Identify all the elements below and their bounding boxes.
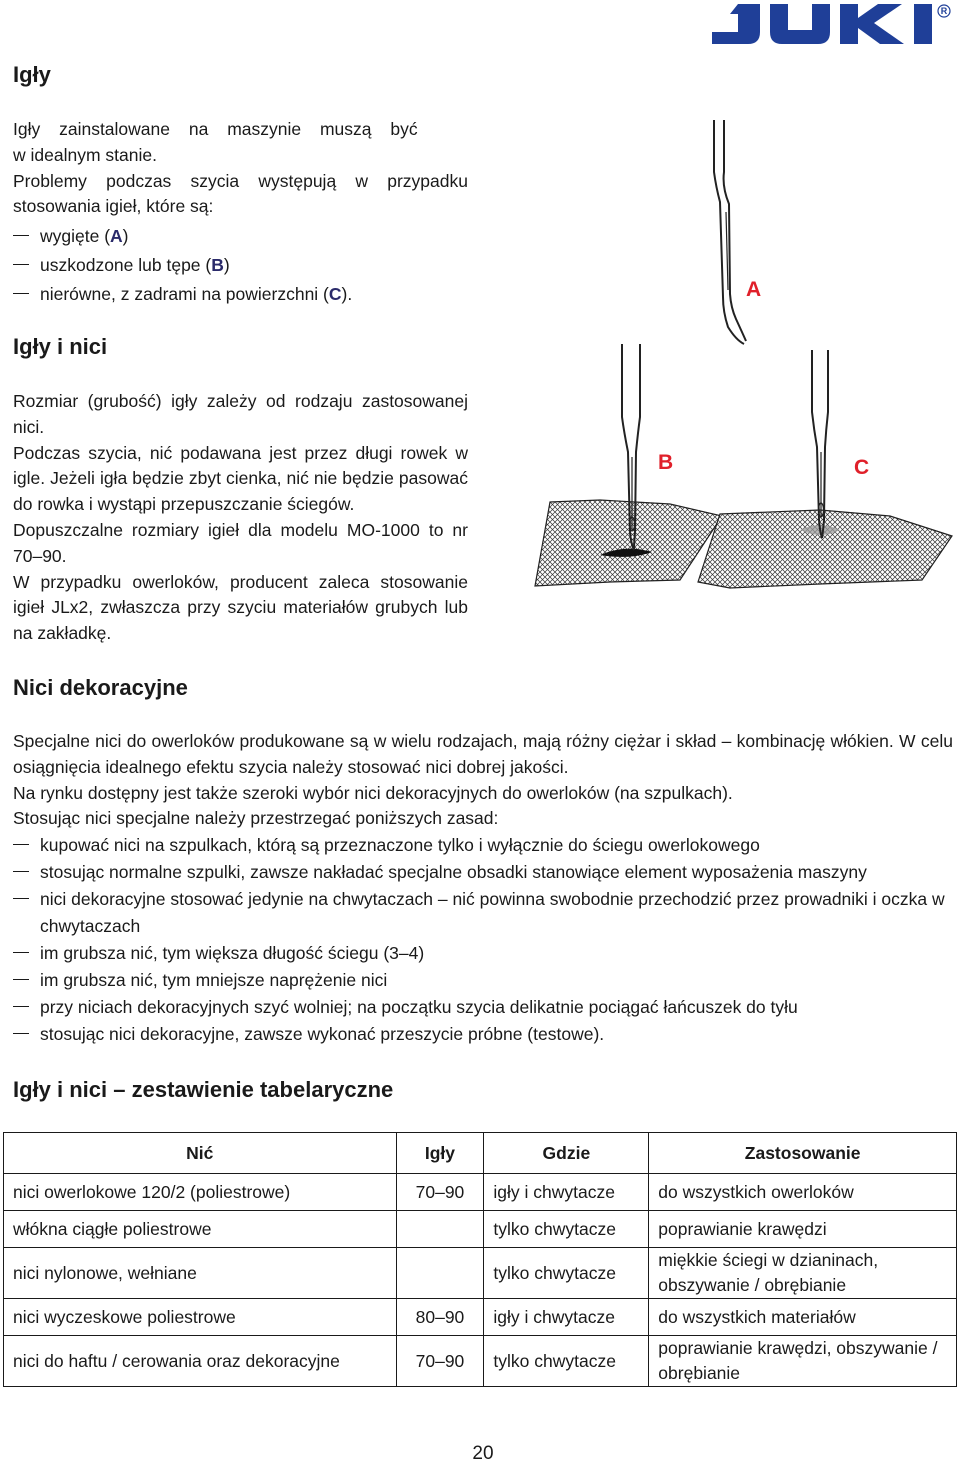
cell-needles (396, 1248, 484, 1299)
list-item: przy niciach dekoracyjnych szyć wolniej; na początku szycia delikatnie pociągać łańcuszek do tyłu (13, 994, 953, 1021)
list-item: im grubsza nić, tym mniejsze naprężenie nici (13, 967, 953, 994)
fabric-b-icon (535, 500, 722, 586)
cell-thread: nici do haftu / cerowania oraz dekoracyjne (4, 1336, 397, 1387)
fabric-c-icon (698, 510, 952, 588)
list-item: nierówne, z zadrami na powierzchni (C). (13, 281, 468, 307)
table-row (4, 1299, 957, 1336)
paragraph: Stosując nici specjalne należy przestrzegać poniższych zasad: (13, 808, 499, 829)
label-a: A (746, 278, 762, 301)
intro-text (13, 117, 468, 220)
needles-threads-table (3, 1132, 957, 1387)
paragraph: Na rynku dostępny jest także szeroki wybór nici dekoracyjnych do owerloków (na szpulkach). (13, 782, 733, 803)
problems-text: Problemy podczas szycia występują w przypadku stosowania igieł, które są: (13, 170, 468, 217)
cell-where: igły i chwytacze (484, 1299, 649, 1336)
juki-logo (708, 2, 956, 46)
cell-needles: 70–90 (396, 1336, 484, 1387)
needle-a-icon (714, 120, 746, 344)
intro-line-1: Igły zainstalowane na maszynie muszą być (13, 119, 418, 139)
table-row (4, 1248, 957, 1299)
list-item: wygięte (A) (13, 223, 468, 249)
table-row (4, 1174, 957, 1211)
table-header-row (4, 1133, 957, 1174)
section-title-igly: Igły (13, 62, 51, 87)
table-row (4, 1336, 957, 1387)
cell-where: igły i chwytacze (484, 1174, 649, 1211)
cell-where: tylko chwytacze (484, 1248, 649, 1299)
list-item: im grubsza nić, tym większa długość ściegu (3–4) (13, 940, 953, 967)
list-item: stosując normalne szpulki, zawsze nakładać specjalne obsadki stanowiące element wyposażenia maszyny (13, 859, 953, 886)
cell-usage: miękkie ściegi w dzianinach, obszywanie / obrębianie (649, 1248, 957, 1299)
table-row (4, 1211, 957, 1248)
cell-where: tylko chwytacze (484, 1336, 649, 1387)
needle-problems-list (13, 223, 468, 307)
cell-usage: do wszystkich materiałów (649, 1299, 957, 1336)
svg-text:R: R (940, 6, 948, 16)
section-title-table: Igły i nici – zestawienie tabelaryczne (13, 1077, 394, 1102)
page-number: 20 (472, 1443, 494, 1464)
list-item: kupować nici na szpulkach, którą są przeznaczone tylko i wyłącznie do ściegu owerlokowego (13, 832, 953, 859)
cell-thread: włókna ciągłe poliestrowe (4, 1211, 397, 1248)
cell-usage: do wszystkich owerloków (649, 1174, 957, 1211)
section-title-igly-i-nici: Igły i nici (13, 334, 108, 359)
list-item: nici dekoracyjne stosować jedynie na chwytaczach – nić powinna swobodnie przechodzić przez prowadniki i oczka w chwytaczach (13, 886, 953, 939)
paragraph: Rozmiar (grubość) igły zależy od rodzaju zastosowanej nici. (13, 391, 468, 437)
paragraph: Dopuszczalne rozmiary igieł dla modelu MO-1000 to nr 70–90. (13, 519, 468, 566)
cell-thread: nici nylonowe, wełniane (4, 1248, 397, 1299)
cell-needles: 80–90 (396, 1299, 484, 1336)
cell-needles: 70–90 (396, 1174, 484, 1211)
cell-thread: nici wyczeskowe poliestrowe (4, 1299, 397, 1336)
cell-usage: poprawianie krawędzi, obszywanie / obrębianie (649, 1336, 957, 1387)
decorative-threads-text (13, 729, 953, 832)
registered-mark (938, 5, 950, 17)
needle-size-text (13, 389, 468, 647)
header-where: Gdzie (484, 1133, 649, 1174)
header-needles: Igły (396, 1133, 484, 1174)
label-c: C (854, 456, 870, 479)
thread-rules-list (13, 832, 953, 1048)
section-title-nici-dekoracyjne: Nici dekoracyjne (13, 675, 188, 700)
list-item: stosując nici dekoracyjne, zawsze wykonać przeszycie próbne (testowe). (13, 1021, 953, 1048)
label-b: B (658, 451, 674, 474)
list-item: uszkodzone lub tępe (B) (13, 252, 468, 278)
cell-where: tylko chwytacze (484, 1211, 649, 1248)
paragraph: Podczas szycia, nić podawana jest przez długi rowek w igle. Jeżeli igła będzie zbyt cienka, nić nie będzie pasować do rowka i wystąpi przepuszczanie ściegów. (13, 442, 468, 515)
cell-usage: poprawianie krawędzi (649, 1211, 957, 1248)
cell-needles (396, 1211, 484, 1248)
needles-illustration (530, 112, 960, 592)
header-usage: Zastosowanie (649, 1133, 957, 1174)
cell-thread: nici owerlokowe 120/2 (poliestrowe) (4, 1174, 397, 1211)
paragraph: Specjalne nici do owerloków produkowane są w wielu rodzajach, mają różny ciężar i skład – kombinację włókien. W celu osiągnięcia idealnego efektu szycia należy stosować nici dobrej jakości. (13, 731, 953, 777)
intro-line-2: w idealnym stanie. (13, 144, 157, 165)
header-thread: Nić (4, 1133, 397, 1174)
paragraph: W przypadku owerloków, producent zaleca stosowanie igieł JLx2, zwłaszcza przy szyciu materiałów grubych lub na zakładkę. (13, 571, 468, 644)
